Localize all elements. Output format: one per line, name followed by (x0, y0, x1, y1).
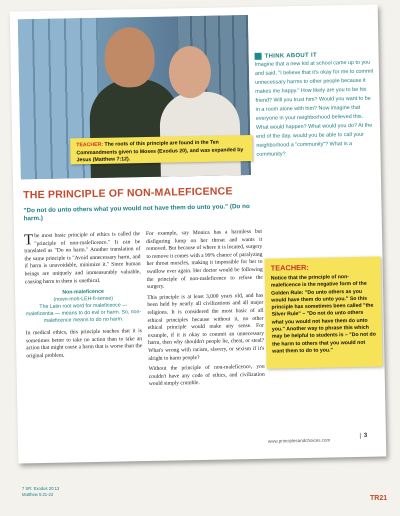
think-about-it-box (255, 51, 377, 160)
definition-box (25, 288, 142, 325)
page-title: THE PRINCIPLE OF NON-MALEFICENCE (23, 185, 233, 202)
body-column-2 (146, 229, 265, 392)
page-subtitle: "Do not do unto others what you would not have them do unto you." (Do no harm.) (23, 203, 250, 223)
teacher-note-top (70, 135, 252, 164)
conclusion-paragraph: Without the principle of non-maleficence, you couldn't have any code of ethics, and civilization would simply crumble. (148, 363, 265, 388)
teacher-note-side (264, 257, 382, 369)
medical-ethics-paragraph: In medical ethics, this principle teaches that it is sometimes better to take no action than to take an action that might cause a harm that is worse than the original problem. (25, 328, 143, 360)
footer-url: www.principlesandchoices.com (267, 437, 331, 444)
example-paragraph: For example, say Monica has a harmless but disfiguring lump on her throat and wants it removed. But because of where it is located, surgery to remove it comes with a 99% chance of paralyzing her throat muscles, making it impossible for her to swallow ever again. Her doctor would be following the principle of non-maleficence to refuse the surgery. (145, 228, 263, 291)
teacher-note-top-text: The roots of this principle are found in the Ten Commandments given to Moses (Exodus 20), and was expanded by Jesus (Matthew 7:12). (76, 139, 244, 164)
teacher-note-top-label: TEACHER: (76, 141, 104, 149)
history-paragraph: This principle is at least 3,000 years old, and has been held by nearly all civilizations and all major religions. It is considered the most basic of all ethical principles because without it, no other ethical principle would make any sense. For example, if it is okay to commit an unnecessary harm, then why shouldn't people lie, cheat, or steal? What's wrong with racism, slavery, or sexism if it's alright to harm people? (147, 292, 265, 362)
footnote: 7 SR: Exodus 20:13 Matthew 5:21-22 (22, 486, 60, 497)
teacher-resource-page-number: TR21 (370, 495, 388, 502)
square-bullet-icon (255, 53, 262, 60)
student-page (10, 5, 387, 464)
think-about-it-text: Imagine that a new kid at school came up to you and said, "I believe that it's okay for me to commit unnecessary harms to other people because it makes me happy." How likely are you to be his friend? Will you trust him? Would you want to be in a room alone with him? Now imagine that everyone in your neighborhood believed this. What would happen? What would you do? At the end of the day, would you be able to call your neighborhood a "community"? What is a community? (254, 59, 374, 158)
definition-term: Non-maleficence (62, 288, 104, 296)
definition-pronunciation: (nown-moh-LEH-fi-sense) (53, 295, 113, 303)
body-column-1 (24, 231, 142, 364)
intro-paragraph: The most basic principle of ethics is called the "principle of non-maleficence." It can be translated as "Do no harm." Another translation of the same principle is "Avoid unnecessary harm, and if harm is unavoidable, minimize it." Since human beings are uniquely and immeasurably valuable, causing harm to them is unethical. (23, 231, 141, 285)
definition-text: The Latin root word for maleficence — maleficentia — means to do evil or harm. So, non-maleficence means to do no harm. (25, 302, 142, 325)
think-about-it-heading: THINK ABOUT IT (264, 52, 317, 60)
teacher-note-side-text: Notice that the principle of non-maleficence is the negative form of the Golden Rule: "Do unto others as you would have them do unto you." So this principle has sometimes been called "the Silver Rule" – "Do not do unto others what you would not have them do unto you." Another way to phrase this which may be helpful to students is – "Do not do the harm to others that you would not want them to do to you." (270, 274, 376, 355)
page-number: 3 (360, 433, 367, 439)
drop-cap: T (23, 232, 34, 249)
teacher-note-side-label: TEACHER: (270, 262, 309, 273)
